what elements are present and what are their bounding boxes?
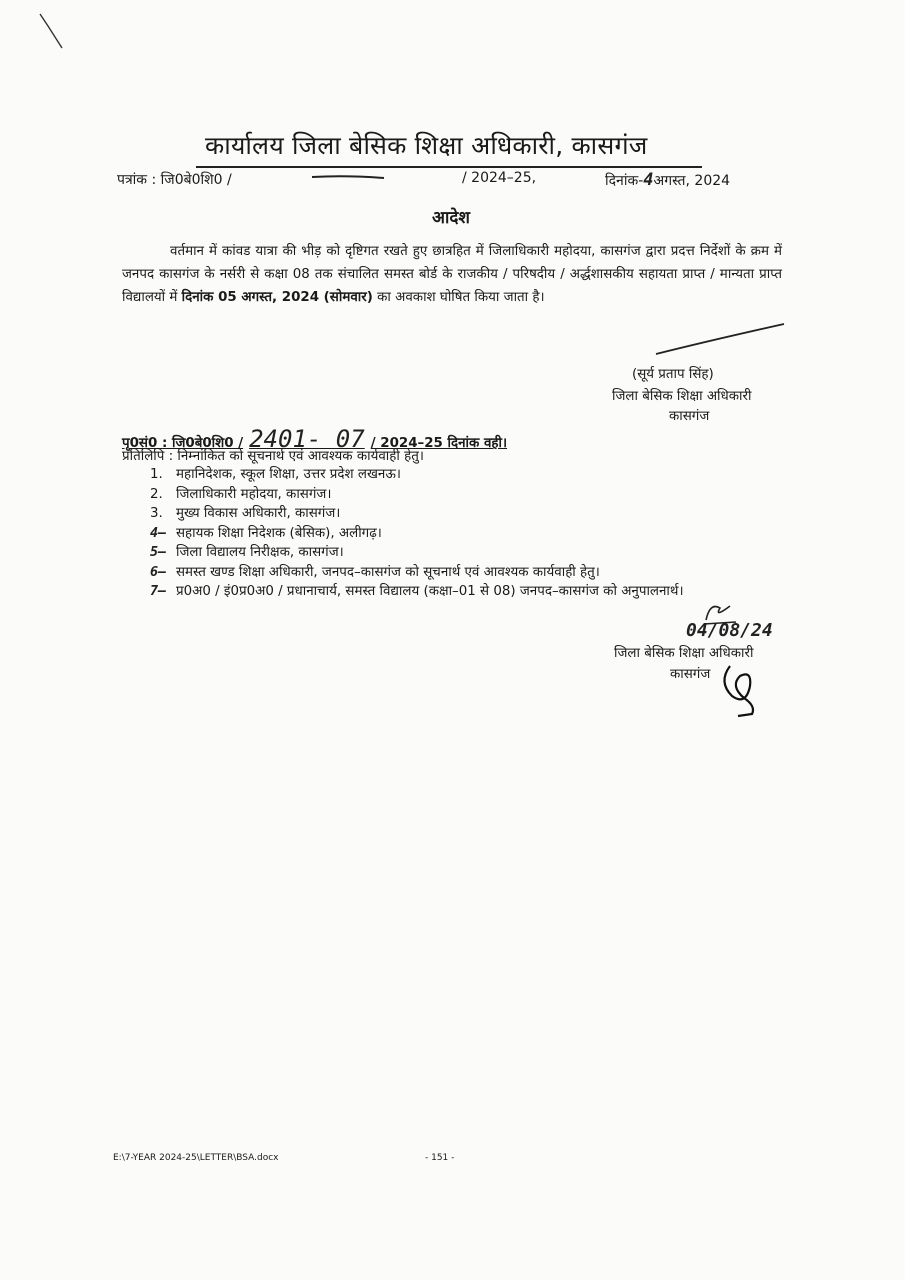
date-label: दिनांक-	[605, 173, 644, 189]
order-heading: आदेश	[432, 208, 470, 228]
footer-page-number: - 151 -	[425, 1153, 455, 1163]
list-item: 3. मुख्य विकास अधिकारी, कासगंज।	[150, 506, 341, 521]
pen-mark-corner	[36, 12, 66, 52]
footer-file-path: E:\7-YEAR 2024-25\LETTER\BSA.docx	[113, 1153, 279, 1163]
endorsement-suffix: / 2024–25 दिनांक वही।	[370, 436, 508, 451]
copy-intro: प्रतिलिपि : निम्नांकित को सूचनार्थ एवं आवश्यक कार्यवाही हेतु।	[122, 449, 424, 464]
letter-number-line	[310, 172, 386, 182]
title-underline	[196, 166, 702, 168]
session-text: / 2024–25,	[462, 170, 537, 186]
signatory-designation: जिला बेसिक शिक्षा अधिकारी	[612, 389, 752, 404]
date-day-handwritten: 4	[643, 170, 654, 190]
signature-loop	[716, 656, 768, 720]
list-item: 5– जिला विद्यालय निरीक्षक, कासगंज।	[150, 545, 344, 560]
list-item: 6– समस्त खण्ड शिक्षा अधिकारी, जनपद–कासगंज को सूचनार्थ एवं आवश्यक कार्यवाही हेतु।	[150, 564, 600, 580]
second-signatory-designation: जिला बेसिक शिक्षा अधिकारी	[614, 646, 754, 661]
endorsement-prefix: पृ0सं0 : जि0बे0शि0 /	[122, 436, 244, 451]
second-signatory-district: कासगंज	[670, 667, 711, 682]
list-item: 1. महानिदेशक, स्कूल शिक्षा, उत्तर प्रदेश लखनऊ।	[150, 467, 401, 482]
office-title: कार्यालय जिला बेसिक शिक्षा अधिकारी, कासगंज	[205, 131, 648, 160]
list-item: 4– सहायक शिक्षा निदेशक (बेसिक), अलीगढ़।	[150, 525, 382, 541]
order-holiday-date: दिनांक 05 अगस्त, 2024 (सोमवार)	[181, 290, 373, 305]
handwritten-date: 04/08/24	[686, 620, 773, 641]
list-item: 2. जिलाधिकारी महोदया, कासगंज।	[150, 486, 332, 502]
list-item: 7– प्र0अ0 / इं0प्र0अ0 / प्रधानाचार्य, समस्त विद्यालय (कक्षा–01 से 08) जनपद–कासगंज को अनुपालनार्थ।	[150, 584, 684, 599]
signatory-name: (सूर्य प्रताप सिंह)	[632, 367, 714, 382]
copy-list	[150, 465, 684, 602]
signatory-district: कासगंज	[669, 409, 710, 424]
order-body-text: वर्तमान में कांवड यात्रा की भीड़ को दृष्टिगत रखते हुए छात्रहित में जिलाधिकारी महोदया, कासगंज द्वारा प्रदत्त निर्देशों के क्रम में जनपद कासगंज के नर्सरी से कक्षा 08 तक संचालित समस्त बोर्ड के राजकीय / परिषदीय / अर्द्धशासकीय सहायता प्राप्त / मान्यता प्राप्त विद्यालयों में	[122, 244, 782, 305]
letter-number-label: पत्रांक : जि0बे0शि0 /	[117, 172, 232, 188]
order-body	[122, 240, 782, 309]
order-body-end: का अवकाश घोषित किया जाता है।	[377, 290, 545, 305]
date-rest: अगस्त, 2024	[653, 173, 731, 189]
date-line	[605, 170, 730, 190]
endorsement-number-handwritten: 2401- 07	[249, 425, 365, 453]
signature-scribble	[652, 320, 788, 358]
